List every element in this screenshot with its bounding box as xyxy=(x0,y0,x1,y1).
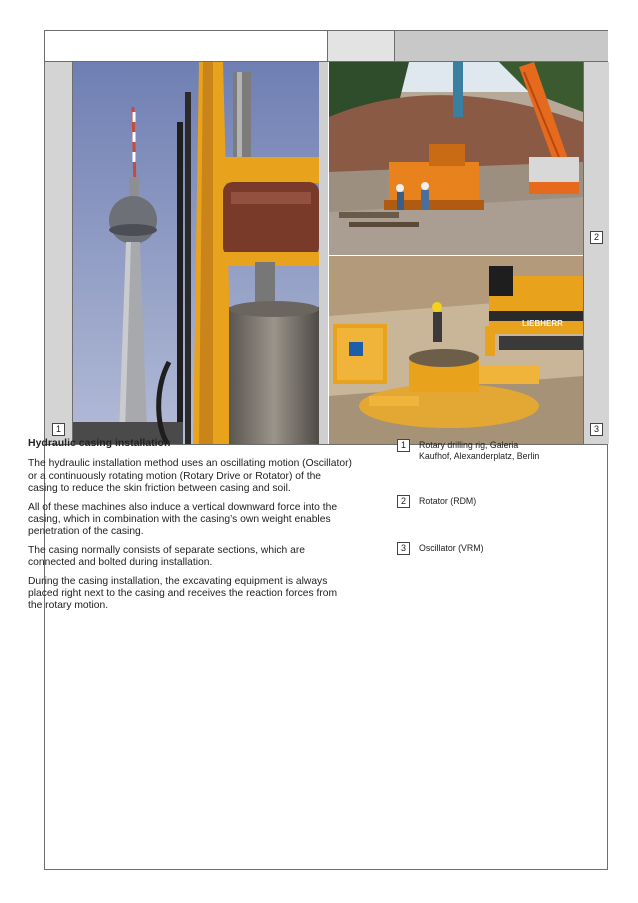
photo-rotator-rdm xyxy=(329,62,583,255)
section-heading: Hydraulic casing installation xyxy=(28,437,171,449)
figure-marker-3: 3 xyxy=(590,423,603,436)
caption-text-2: Rotator (RDM) xyxy=(419,496,477,506)
left-side-panel xyxy=(45,62,73,444)
figure-marker-2: 2 xyxy=(590,231,603,244)
caption-text-3: Oscillator (VRM) xyxy=(419,543,484,553)
header-cell-right xyxy=(395,31,608,62)
header-cell-title xyxy=(45,31,328,62)
main-text-column xyxy=(28,437,353,619)
caption-number-1: 1 xyxy=(397,439,410,452)
liebherr-logo-text: LIEBHERR xyxy=(522,319,563,328)
caption-number-3: 3 xyxy=(397,542,410,555)
paragraph-1: The hydraulic installation method uses an oscillating motion (Oscillator) or a continuously rotating motion (Rotary Drive or Rotator) of the casing to reduce the skin friction between casing and soil. xyxy=(28,458,352,495)
paragraph-4: During the casing installation, the excavating equipment is always placed right next to the casing and receives the reaction forces from the rotary motion. xyxy=(28,575,338,612)
figure-marker-1: 1 xyxy=(52,423,65,436)
caption-text-1: Rotary drilling rig, Galeria Kaufhof, Alexanderplatz, Berlin xyxy=(419,440,540,461)
header-cell-middle xyxy=(328,31,395,62)
paragraph-2: All of these machines also induce a vertical downward force into the casing, which in combination with the casing’s own weight enables penetration of the casing. xyxy=(28,501,338,538)
photo-rotary-drilling-rig xyxy=(73,62,328,444)
paragraph-3: The casing normally consists of separate sections, which are connected and bolted during installation. xyxy=(28,544,306,569)
right-side-panel xyxy=(583,62,609,444)
photo-oscillator-vrm xyxy=(329,256,583,444)
caption-number-2: 2 xyxy=(397,495,410,508)
